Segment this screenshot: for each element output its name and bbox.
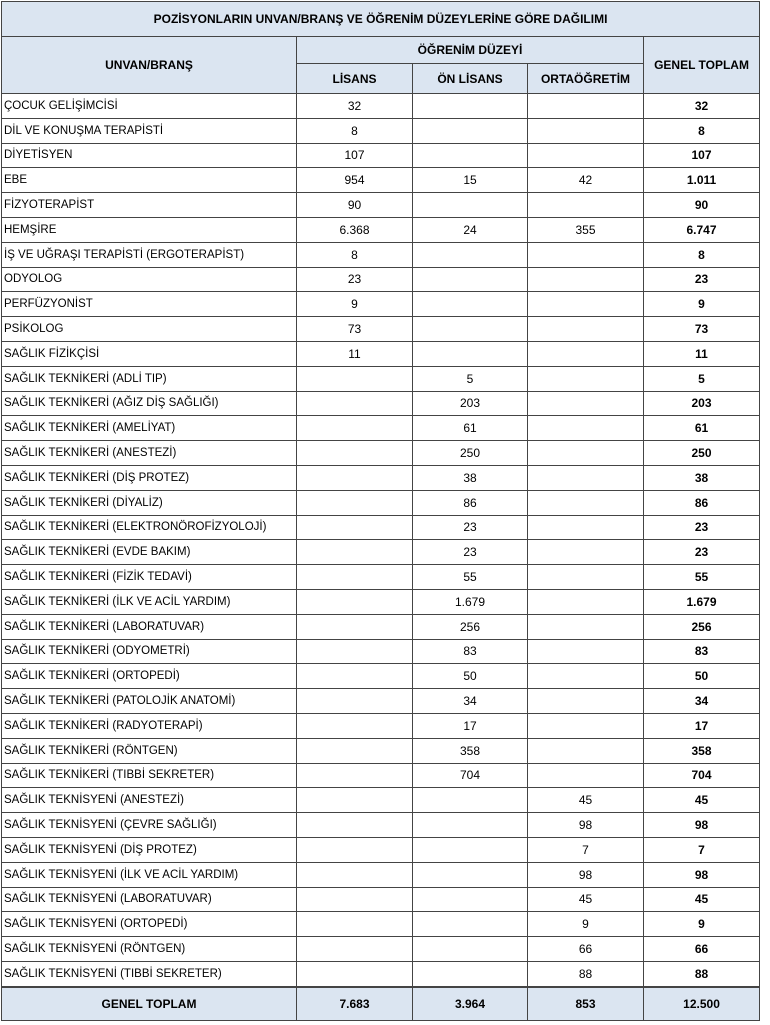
cell-onlisans	[413, 837, 528, 862]
cell-total: 66	[644, 937, 760, 962]
table-row	[2, 366, 760, 391]
row-label: PSİKOLOG	[2, 317, 297, 342]
cell-ortaogretim	[528, 366, 644, 391]
cell-onlisans	[413, 193, 528, 218]
cell-ortaogretim	[528, 441, 644, 466]
cell-total: 203	[644, 391, 760, 416]
row-label: SAĞLIK FİZİKÇİSİ	[2, 341, 297, 366]
cell-lisans: 954	[297, 168, 413, 193]
cell-onlisans: 61	[413, 416, 528, 441]
cell-lisans	[297, 862, 413, 887]
cell-lisans	[297, 416, 413, 441]
cell-onlisans: 5	[413, 366, 528, 391]
table-row	[2, 391, 760, 416]
cell-lisans	[297, 961, 413, 986]
table-row	[2, 341, 760, 366]
cell-ortaogretim	[528, 341, 644, 366]
footer-label: GENEL TOPLAM	[2, 987, 297, 1021]
row-label: SAĞLIK TEKNİKERİ (ELEKTRONÖROFİZYOLOJİ)	[2, 515, 297, 540]
cell-total: 17	[644, 713, 760, 738]
table-row	[2, 292, 760, 317]
cell-total: 88	[644, 961, 760, 986]
cell-onlisans: 24	[413, 217, 528, 242]
cell-onlisans	[413, 94, 528, 119]
cell-ortaogretim	[528, 639, 644, 664]
cell-lisans: 11	[297, 341, 413, 366]
table-row	[2, 416, 760, 441]
cell-total: 250	[644, 441, 760, 466]
table-row	[2, 441, 760, 466]
cell-ortaogretim	[528, 614, 644, 639]
cell-lisans	[297, 937, 413, 962]
row-label: DİYETİSYEN	[2, 143, 297, 168]
table-row	[2, 118, 760, 143]
cell-lisans: 8	[297, 118, 413, 143]
table-row	[2, 217, 760, 242]
table-row	[2, 887, 760, 912]
cell-total: 34	[644, 689, 760, 714]
table-row	[2, 738, 760, 763]
cell-total: 9	[644, 292, 760, 317]
cell-onlisans: 250	[413, 441, 528, 466]
row-label: ODYOLOG	[2, 267, 297, 292]
cell-ortaogretim: 66	[528, 937, 644, 962]
cell-ortaogretim	[528, 465, 644, 490]
row-label: SAĞLIK TEKNİKERİ (ANESTEZİ)	[2, 441, 297, 466]
cell-ortaogretim: 9	[528, 912, 644, 937]
row-label: PERFÜZYONİST	[2, 292, 297, 317]
cell-lisans: 23	[297, 267, 413, 292]
row-label: SAĞLIK TEKNİSYENİ (TIBBİ SEKRETER)	[2, 961, 297, 986]
cell-ortaogretim	[528, 689, 644, 714]
cell-ortaogretim	[528, 540, 644, 565]
cell-total: 9	[644, 912, 760, 937]
footer-ortaogretim: 853	[528, 987, 644, 1021]
table-row	[2, 94, 760, 119]
cell-ortaogretim	[528, 738, 644, 763]
table-row	[2, 565, 760, 590]
cell-total: 1.679	[644, 589, 760, 614]
cell-total: 23	[644, 267, 760, 292]
table-row	[2, 664, 760, 689]
cell-lisans: 9	[297, 292, 413, 317]
table-row	[2, 267, 760, 292]
cell-ortaogretim	[528, 565, 644, 590]
cell-total: 73	[644, 317, 760, 342]
cell-onlisans	[413, 143, 528, 168]
table-row	[2, 937, 760, 962]
cell-total: 704	[644, 763, 760, 788]
cell-ortaogretim: 42	[528, 168, 644, 193]
table-row	[2, 168, 760, 193]
cell-total: 86	[644, 490, 760, 515]
cell-lisans	[297, 589, 413, 614]
cell-total: 8	[644, 242, 760, 267]
cell-onlisans	[413, 118, 528, 143]
table-row	[2, 490, 760, 515]
cell-ortaogretim: 45	[528, 887, 644, 912]
cell-onlisans: 203	[413, 391, 528, 416]
cell-lisans	[297, 713, 413, 738]
cell-onlisans	[413, 887, 528, 912]
cell-onlisans: 86	[413, 490, 528, 515]
cell-total: 98	[644, 862, 760, 887]
distribution-table	[1, 1, 760, 1021]
cell-total: 45	[644, 887, 760, 912]
cell-ortaogretim	[528, 143, 644, 168]
header-onlisans: ÖN LİSANS	[413, 64, 528, 94]
cell-total: 11	[644, 341, 760, 366]
table-row	[2, 788, 760, 813]
cell-total: 45	[644, 788, 760, 813]
cell-lisans	[297, 565, 413, 590]
cell-ortaogretim	[528, 292, 644, 317]
cell-onlisans: 23	[413, 515, 528, 540]
cell-total: 50	[644, 664, 760, 689]
cell-ortaogretim	[528, 664, 644, 689]
cell-onlisans: 1.679	[413, 589, 528, 614]
cell-onlisans	[413, 862, 528, 887]
cell-lisans	[297, 540, 413, 565]
cell-ortaogretim	[528, 94, 644, 119]
table-row	[2, 317, 760, 342]
row-label: ÇOCUK GELİŞİMCİSİ	[2, 94, 297, 119]
cell-lisans	[297, 366, 413, 391]
cell-lisans: 73	[297, 317, 413, 342]
cell-lisans	[297, 441, 413, 466]
cell-total: 1.011	[644, 168, 760, 193]
cell-total: 7	[644, 837, 760, 862]
cell-onlisans: 55	[413, 565, 528, 590]
row-label: SAĞLIK TEKNİKERİ (FİZİK TEDAVİ)	[2, 565, 297, 590]
header-ortaogretim: ORTAÖĞRETİM	[528, 64, 644, 94]
cell-onlisans	[413, 912, 528, 937]
row-label: SAĞLIK TEKNİKERİ (DİŞ PROTEZ)	[2, 465, 297, 490]
cell-total: 23	[644, 515, 760, 540]
cell-ortaogretim	[528, 118, 644, 143]
cell-onlisans: 38	[413, 465, 528, 490]
cell-lisans: 6.368	[297, 217, 413, 242]
cell-total: 55	[644, 565, 760, 590]
cell-onlisans: 34	[413, 689, 528, 714]
cell-ortaogretim: 88	[528, 961, 644, 986]
header-genel-toplam: GENEL TOPLAM	[644, 37, 760, 94]
table-row	[2, 961, 760, 986]
cell-onlisans: 83	[413, 639, 528, 664]
cell-lisans	[297, 614, 413, 639]
cell-lisans	[297, 664, 413, 689]
cell-onlisans	[413, 341, 528, 366]
header-lisans: LİSANS	[297, 64, 413, 94]
cell-ortaogretim: 98	[528, 813, 644, 838]
cell-ortaogretim	[528, 713, 644, 738]
cell-onlisans: 704	[413, 763, 528, 788]
header-ogrenim-duzeyi: ÖĞRENİM DÜZEYİ	[297, 37, 644, 64]
cell-ortaogretim	[528, 515, 644, 540]
table-row	[2, 540, 760, 565]
cell-onlisans	[413, 267, 528, 292]
row-label: SAĞLIK TEKNİKERİ (İLK VE ACİL YARDIM)	[2, 589, 297, 614]
row-label: SAĞLIK TEKNİKERİ (ADLİ TIP)	[2, 366, 297, 391]
cell-total: 83	[644, 639, 760, 664]
row-label: SAĞLIK TEKNİSYENİ (İLK VE ACİL YARDIM)	[2, 862, 297, 887]
table-row	[2, 912, 760, 937]
cell-onlisans	[413, 292, 528, 317]
cell-total: 23	[644, 540, 760, 565]
cell-ortaogretim	[528, 242, 644, 267]
cell-lisans	[297, 763, 413, 788]
cell-lisans	[297, 465, 413, 490]
cell-lisans	[297, 912, 413, 937]
row-label: SAĞLIK TEKNİKERİ (EVDE BAKIM)	[2, 540, 297, 565]
cell-lisans: 90	[297, 193, 413, 218]
cell-lisans	[297, 738, 413, 763]
cell-onlisans: 358	[413, 738, 528, 763]
cell-total: 90	[644, 193, 760, 218]
cell-ortaogretim	[528, 589, 644, 614]
footer-row	[2, 987, 760, 1021]
cell-ortaogretim	[528, 763, 644, 788]
cell-onlisans	[413, 937, 528, 962]
table-row	[2, 862, 760, 887]
cell-lisans	[297, 391, 413, 416]
cell-onlisans	[413, 788, 528, 813]
cell-onlisans: 256	[413, 614, 528, 639]
cell-total: 98	[644, 813, 760, 838]
row-label: SAĞLIK TEKNİKERİ (AĞIZ DİŞ SAĞLIĞI)	[2, 391, 297, 416]
row-label: SAĞLIK TEKNİKERİ (ODYOMETRİ)	[2, 639, 297, 664]
row-label: SAĞLIK TEKNİKERİ (ORTOPEDİ)	[2, 664, 297, 689]
table-title: POZİSYONLARIN UNVAN/BRANŞ VE ÖĞRENİM DÜZEYLERİNE GÖRE DAĞILIMI	[2, 2, 760, 37]
cell-total: 61	[644, 416, 760, 441]
table-row	[2, 143, 760, 168]
table-row	[2, 813, 760, 838]
row-label: HEMŞİRE	[2, 217, 297, 242]
cell-lisans	[297, 515, 413, 540]
table-row	[2, 193, 760, 218]
row-label: SAĞLIK TEKNİSYENİ (ANESTEZİ)	[2, 788, 297, 813]
row-label: SAĞLIK TEKNİKERİ (RADYOTERAPİ)	[2, 713, 297, 738]
table-row	[2, 689, 760, 714]
table-row	[2, 589, 760, 614]
cell-ortaogretim	[528, 490, 644, 515]
row-label: FİZYOTERAPİST	[2, 193, 297, 218]
table-row	[2, 837, 760, 862]
cell-ortaogretim: 7	[528, 837, 644, 862]
table-row	[2, 614, 760, 639]
cell-total: 32	[644, 94, 760, 119]
cell-total: 5	[644, 366, 760, 391]
row-label: SAĞLIK TEKNİSYENİ (DİŞ PROTEZ)	[2, 837, 297, 862]
table-row	[2, 465, 760, 490]
row-label: SAĞLIK TEKNİSYENİ (RÖNTGEN)	[2, 937, 297, 962]
table-row	[2, 639, 760, 664]
cell-lisans	[297, 788, 413, 813]
row-label: SAĞLIK TEKNİKERİ (PATOLOJİK ANATOMİ)	[2, 689, 297, 714]
row-label: SAĞLIK TEKNİSYENİ (ÇEVRE SAĞLIĞI)	[2, 813, 297, 838]
footer-onlisans: 3.964	[413, 987, 528, 1021]
row-label: SAĞLIK TEKNİSYENİ (LABORATUVAR)	[2, 887, 297, 912]
cell-total: 8	[644, 118, 760, 143]
cell-ortaogretim	[528, 267, 644, 292]
footer-lisans: 7.683	[297, 987, 413, 1021]
row-label: DİL VE KONUŞMA TERAPİSTİ	[2, 118, 297, 143]
footer-total: 12.500	[644, 987, 760, 1021]
cell-ortaogretim: 98	[528, 862, 644, 887]
cell-lisans	[297, 490, 413, 515]
row-label: SAĞLIK TEKNİSYENİ (ORTOPEDİ)	[2, 912, 297, 937]
cell-onlisans: 15	[413, 168, 528, 193]
cell-onlisans: 50	[413, 664, 528, 689]
cell-ortaogretim	[528, 391, 644, 416]
row-label: SAĞLIK TEKNİKERİ (TIBBİ SEKRETER)	[2, 763, 297, 788]
table-row	[2, 763, 760, 788]
cell-ortaogretim: 355	[528, 217, 644, 242]
cell-lisans	[297, 837, 413, 862]
row-label: EBE	[2, 168, 297, 193]
cell-onlisans: 23	[413, 540, 528, 565]
cell-ortaogretim	[528, 317, 644, 342]
row-label: İŞ VE UĞRAŞI TERAPİSTİ (ERGOTERAPİST)	[2, 242, 297, 267]
header-unvan: UNVAN/BRANŞ	[2, 37, 297, 94]
cell-onlisans	[413, 961, 528, 986]
cell-total: 6.747	[644, 217, 760, 242]
cell-ortaogretim: 45	[528, 788, 644, 813]
table-row	[2, 713, 760, 738]
cell-onlisans	[413, 242, 528, 267]
cell-lisans	[297, 689, 413, 714]
cell-total: 38	[644, 465, 760, 490]
cell-ortaogretim	[528, 193, 644, 218]
table-row	[2, 242, 760, 267]
table-body	[2, 94, 760, 987]
row-label: SAĞLIK TEKNİKERİ (AMELİYAT)	[2, 416, 297, 441]
table-row	[2, 515, 760, 540]
cell-onlisans: 17	[413, 713, 528, 738]
cell-lisans: 32	[297, 94, 413, 119]
cell-total: 358	[644, 738, 760, 763]
row-label: SAĞLIK TEKNİKERİ (DİYALİZ)	[2, 490, 297, 515]
table-container	[1, 1, 760, 1021]
cell-onlisans	[413, 317, 528, 342]
cell-lisans: 107	[297, 143, 413, 168]
row-label: SAĞLIK TEKNİKERİ (RÖNTGEN)	[2, 738, 297, 763]
row-label: SAĞLIK TEKNİKERİ (LABORATUVAR)	[2, 614, 297, 639]
cell-total: 107	[644, 143, 760, 168]
cell-ortaogretim	[528, 416, 644, 441]
cell-onlisans	[413, 813, 528, 838]
cell-lisans	[297, 813, 413, 838]
cell-lisans	[297, 639, 413, 664]
cell-lisans: 8	[297, 242, 413, 267]
cell-lisans	[297, 887, 413, 912]
cell-total: 256	[644, 614, 760, 639]
